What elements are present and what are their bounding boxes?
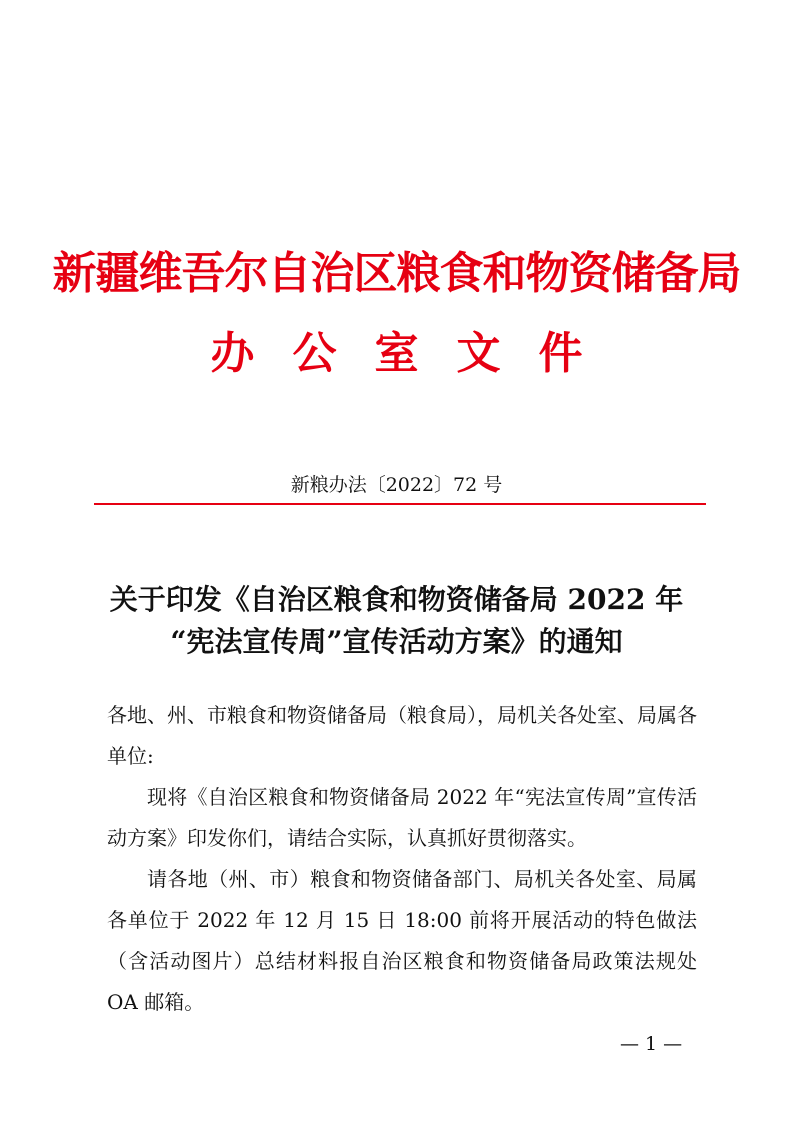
document-number: 新粮办法〔2022〕72 号 (290, 474, 503, 496)
document-body (107, 695, 697, 1023)
document-type-heading: 办公室文件 (210, 328, 621, 379)
addressee-paragraph: 各地、州、市粮食和物资储备局（粮食局），局机关各处室、局属各单位: (107, 703, 697, 768)
body-paragraph-2: 请各地（州、市）粮食和物资储备部门、局机关各处室、局属各单位于 2022 年 12 月 15 日 18:00 前将开展活动的特色做法（含活动图片）总结材料报自治区粮食和物资储备局政策法规处 OA 邮箱。 (107, 867, 697, 1014)
title-line-2: “宪法宣传周”宣传活动方案》的通知 (170, 625, 623, 658)
body-paragraph-1: 现将《自治区粮食和物资储备局 2022 年“宪法宣传周”宣传活动方案》印发你们，请结合实际，认真抓好贯彻落实。 (107, 785, 697, 850)
page-number: — 1 — (620, 1033, 683, 1055)
issuer-name: 新疆维吾尔自治区粮食和物资储备局 (52, 248, 741, 299)
red-header-divider (94, 503, 706, 505)
title-line-1: 关于印发《自治区粮食和物资储备局 2022 年 (109, 583, 684, 616)
document-title (0, 579, 793, 663)
